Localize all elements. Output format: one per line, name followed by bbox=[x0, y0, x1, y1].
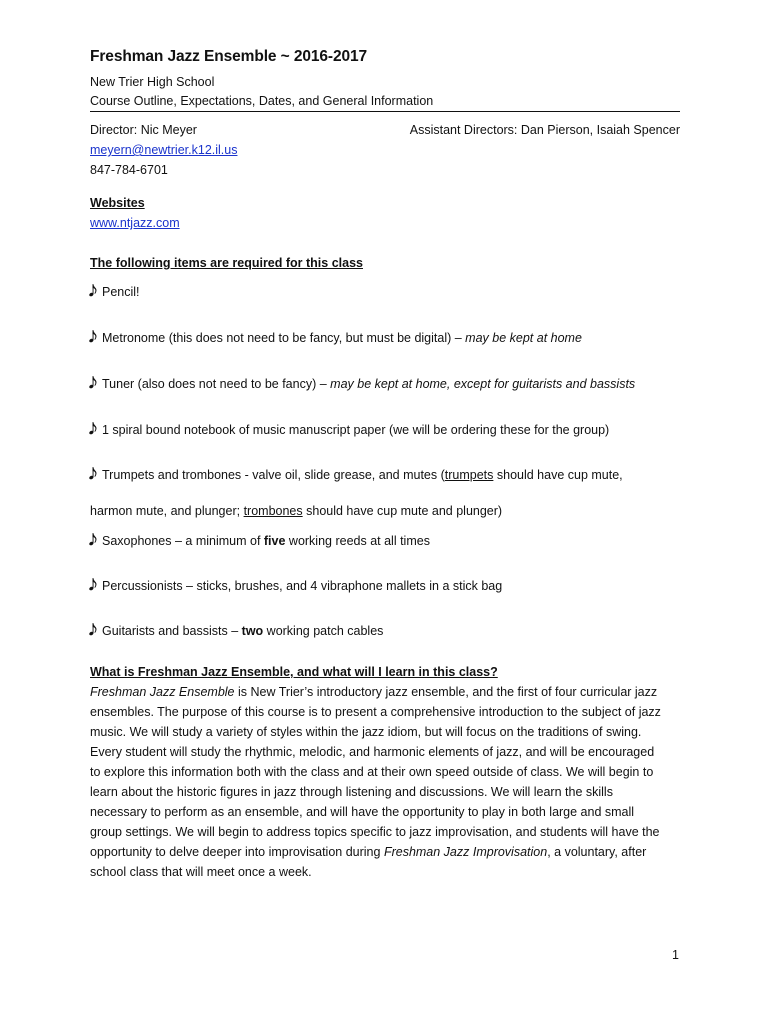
music-note-icon: 𝅘𝅥𝅮 bbox=[89, 283, 97, 300]
assistant-directors: Assistant Directors: Dan Pierson, Isaiah Spencer bbox=[409, 123, 680, 137]
music-note-icon: 𝅘𝅥𝅮 bbox=[89, 329, 97, 346]
list-item-brass-continued: harmon mute, and plunger; trombones should have cup mute and plunger) bbox=[90, 504, 503, 518]
music-note-icon: 𝅘𝅥𝅮 bbox=[89, 532, 97, 549]
list-item-guitar-bass: 𝅘𝅥𝅮 Guitarists and bassists – two working patch cables bbox=[89, 622, 384, 639]
page-number: 1 bbox=[672, 948, 679, 962]
list-item-pencil: 𝅘𝅥𝅮 Pencil! bbox=[89, 283, 140, 300]
document-page bbox=[90, 48, 680, 882]
director-name: Director: Nic Meyer bbox=[90, 123, 197, 137]
course-subtitle: Course Outline, Expectations, Dates, and General Information bbox=[90, 92, 680, 112]
music-note-icon: 𝅘𝅥𝅮 bbox=[89, 577, 97, 594]
websites-heading: Websites bbox=[90, 196, 145, 210]
page-title: Freshman Jazz Ensemble ~ 2016-2017 bbox=[90, 48, 368, 65]
school-name: New Trier High School bbox=[90, 75, 215, 89]
director-email-link[interactable]: meyern@newtrier.k12.il.us bbox=[90, 143, 238, 157]
list-item-brass: 𝅘𝅥𝅮 Trumpets and trombones - valve oil, slide grease, and mutes (trumpets should have cup mute, bbox=[89, 466, 623, 483]
director-row bbox=[90, 120, 680, 140]
music-note-icon: 𝅘𝅥𝅮 bbox=[89, 622, 97, 639]
required-items-heading: The following items are required for this class bbox=[90, 256, 363, 270]
list-item-notebook: 𝅘𝅥𝅮 1 spiral bound notebook of music manuscript paper (we will be ordering these for the group) bbox=[89, 421, 610, 438]
about-paragraph: Freshman Jazz Ensemble is New Trier’s introductory jazz ensemble, and the first of four curricular jazz ensembles. The purpose of this course is to present a comprehensive introduction to the subject of jazz music. We will study a variety of styles within the jazz idiom, but will focus on the traditions of swing. Every student will study the rhythmic, melodic, and harmonic elements of jazz, and will be encouraged to explore this information both with the class and at their own speed outside of class. We will begin to learn about the historic figures in jazz through listening and discussions. We will learn the skills necessary to perform as an ensemble, and will have the opportunity to play in both large and small group settings. We will begin to address topics specific to jazz improvisation, and students will have the opportunity to delve deeper into improvisation during Freshman Jazz Improvisation, a voluntary, after school class that will meet once a week. bbox=[90, 685, 661, 879]
music-note-icon: 𝅘𝅥𝅮 bbox=[89, 421, 97, 438]
music-note-icon: 𝅘𝅥𝅮 bbox=[89, 375, 97, 392]
list-item-saxophones: 𝅘𝅥𝅮 Saxophones – a minimum of five working reeds at all times bbox=[89, 532, 430, 549]
list-item-metronome: 𝅘𝅥𝅮 Metronome (this does not need to be fancy, but must be digital) – may be kept at home bbox=[89, 329, 582, 346]
website-link[interactable]: www.ntjazz.com bbox=[90, 216, 180, 230]
about-heading: What is Freshman Jazz Ensemble, and what will I learn in this class? bbox=[90, 665, 498, 679]
list-item-tuner: 𝅘𝅥𝅮 Tuner (also does not need to be fancy) – may be kept at home, except for guitarists and bassists bbox=[89, 375, 636, 392]
music-note-icon: 𝅘𝅥𝅮 bbox=[89, 466, 97, 483]
list-item-percussion: 𝅘𝅥𝅮 Percussionists – sticks, brushes, and 4 vibraphone mallets in a stick bag bbox=[89, 577, 503, 594]
director-phone: 847-784-6701 bbox=[90, 163, 168, 177]
